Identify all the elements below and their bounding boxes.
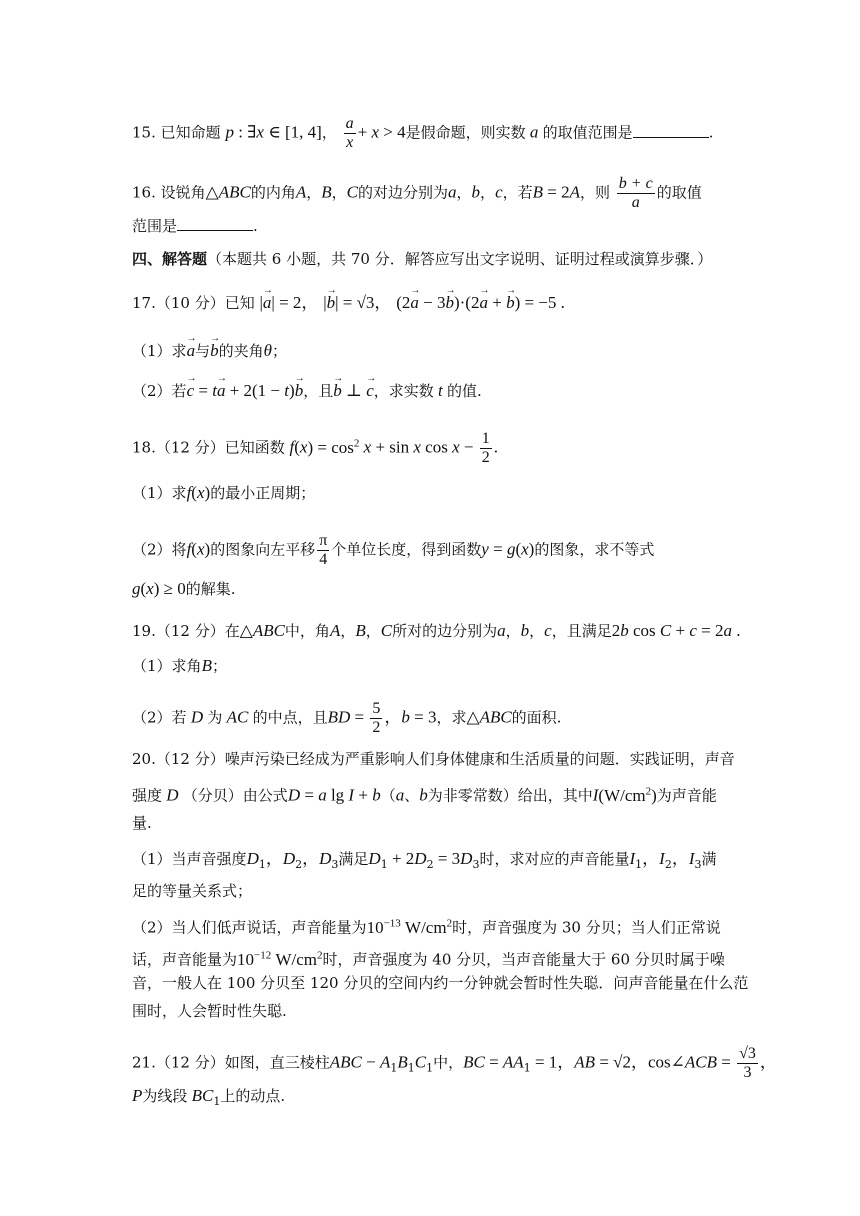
- question-21-line2: P为线段 $BC_1$上的动点.: [132, 1086, 286, 1108]
- question-19-part1: （1）求角B；: [132, 656, 227, 675]
- question-20-part2-l3: 音，一般人在 100 分贝至 120 分贝的空间内约一分钟就会暂时性失聪．问声音能量在什么范: [132, 974, 749, 992]
- question-18-part2: （2）将f(x)的图象向左平移 $\frac{\pi}{4}$ 个单位长度，得到函数y = g(x)的图象，求不等式: [132, 532, 655, 568]
- question-21: 21.（12 分）如图，直三棱柱ABC − $A_1B_1C_1$中，BC = $AA_1 = 1$，AB = √2，cos∠ACB = $\frac{√3}{3}$ ，: [132, 1045, 777, 1081]
- question-18-part2-cont: g(x) ≥ 0的解集.: [132, 579, 236, 598]
- question-19-part2: （2）若 D 为 AC 的中点，且BD = $\frac{5}{2}$ ，b = 3，求△ABC的面积.: [132, 700, 562, 736]
- question-18-part1: （1）求f(x)的最小正周期；: [132, 483, 316, 502]
- question-16: 16. 设锐角△ABC的内角A，B，C的对边分别为a，b，c，若B = 2A，则 $\frac{b + c}{a}$ 的取值: [132, 175, 702, 211]
- question-20-line3: 量.: [132, 814, 152, 832]
- section-heading: 四、解答题（本题共 6 小题，共 70 分．解答应写出文字说明、证明过程或演算步骤．）: [132, 250, 713, 268]
- answer-blank-16[interactable]: [177, 216, 253, 231]
- question-20: 20.（12 分）噪声污染已经成为严重影响人们身体健康和生活质量的问题．实践证明，声音: [132, 750, 735, 768]
- question-17-part2: （2）若→ c = t→ a + 2(1 − t)→ b，且→ b ⊥ → c，求实数 t 的值.: [132, 380, 728, 402]
- question-20-part1: （1）当声音强度$D_1$，$D_2$，$D_3$满足$D_1 + 2D_2 = 3D_3$时，求对应的声音能量$I_1$，$I_2$，$I_3$满: [132, 849, 717, 871]
- question-20-part1-cont: 足的等量关系式；: [132, 882, 253, 900]
- question-20-part2-l2: 话，声音能量为$10^{-12}$ $W/cm^2$时，声音强度为 40 分贝，当声音能量大于 60 分贝时属于噪: [132, 949, 725, 969]
- question-17-part1: （1）求→ a与→ b的夹角θ；: [132, 340, 728, 362]
- question-20-part2: （2）当人们低声说话，声音能量为$10^{-13}$ $W/cm^2$时，声音强度为 30 分贝；当人们正常说: [132, 917, 721, 937]
- answer-blank-15[interactable]: [633, 123, 709, 138]
- question-20-part2-l4: 围时，人会暂时性失聪.: [132, 1002, 287, 1020]
- question-16-cont: 范围是 .: [132, 217, 258, 235]
- question-18: 18.（12 分）已知函数 $f(x) = \cos^2 x + \sin x$ cos x − $\frac{1}{2}$ .: [132, 430, 498, 466]
- question-15: 15. 已知命题 p : ∃x ∈ [1, 4]， $\frac{a}{x}$ + x > 4是假命题，则实数 a 的取值范围是 .: [132, 115, 714, 151]
- question-20-line2: 强度 D （分贝）由公式D = a lg I + b（a、b为非零常数）给出，其中$I(W/cm^2)$为声音能: [132, 785, 717, 805]
- question-19: 19.（12 分）在△ABC中，角A，B，C所对的边分别为a，b，c，且满足2b cos C + c = 2a .: [132, 621, 741, 640]
- question-17: 17.（10 分）已知 |→ a| = 2， |→ b| = √3， (2→ a − 3→ b)·(2→ a + → b) = −5 .: [132, 292, 728, 314]
